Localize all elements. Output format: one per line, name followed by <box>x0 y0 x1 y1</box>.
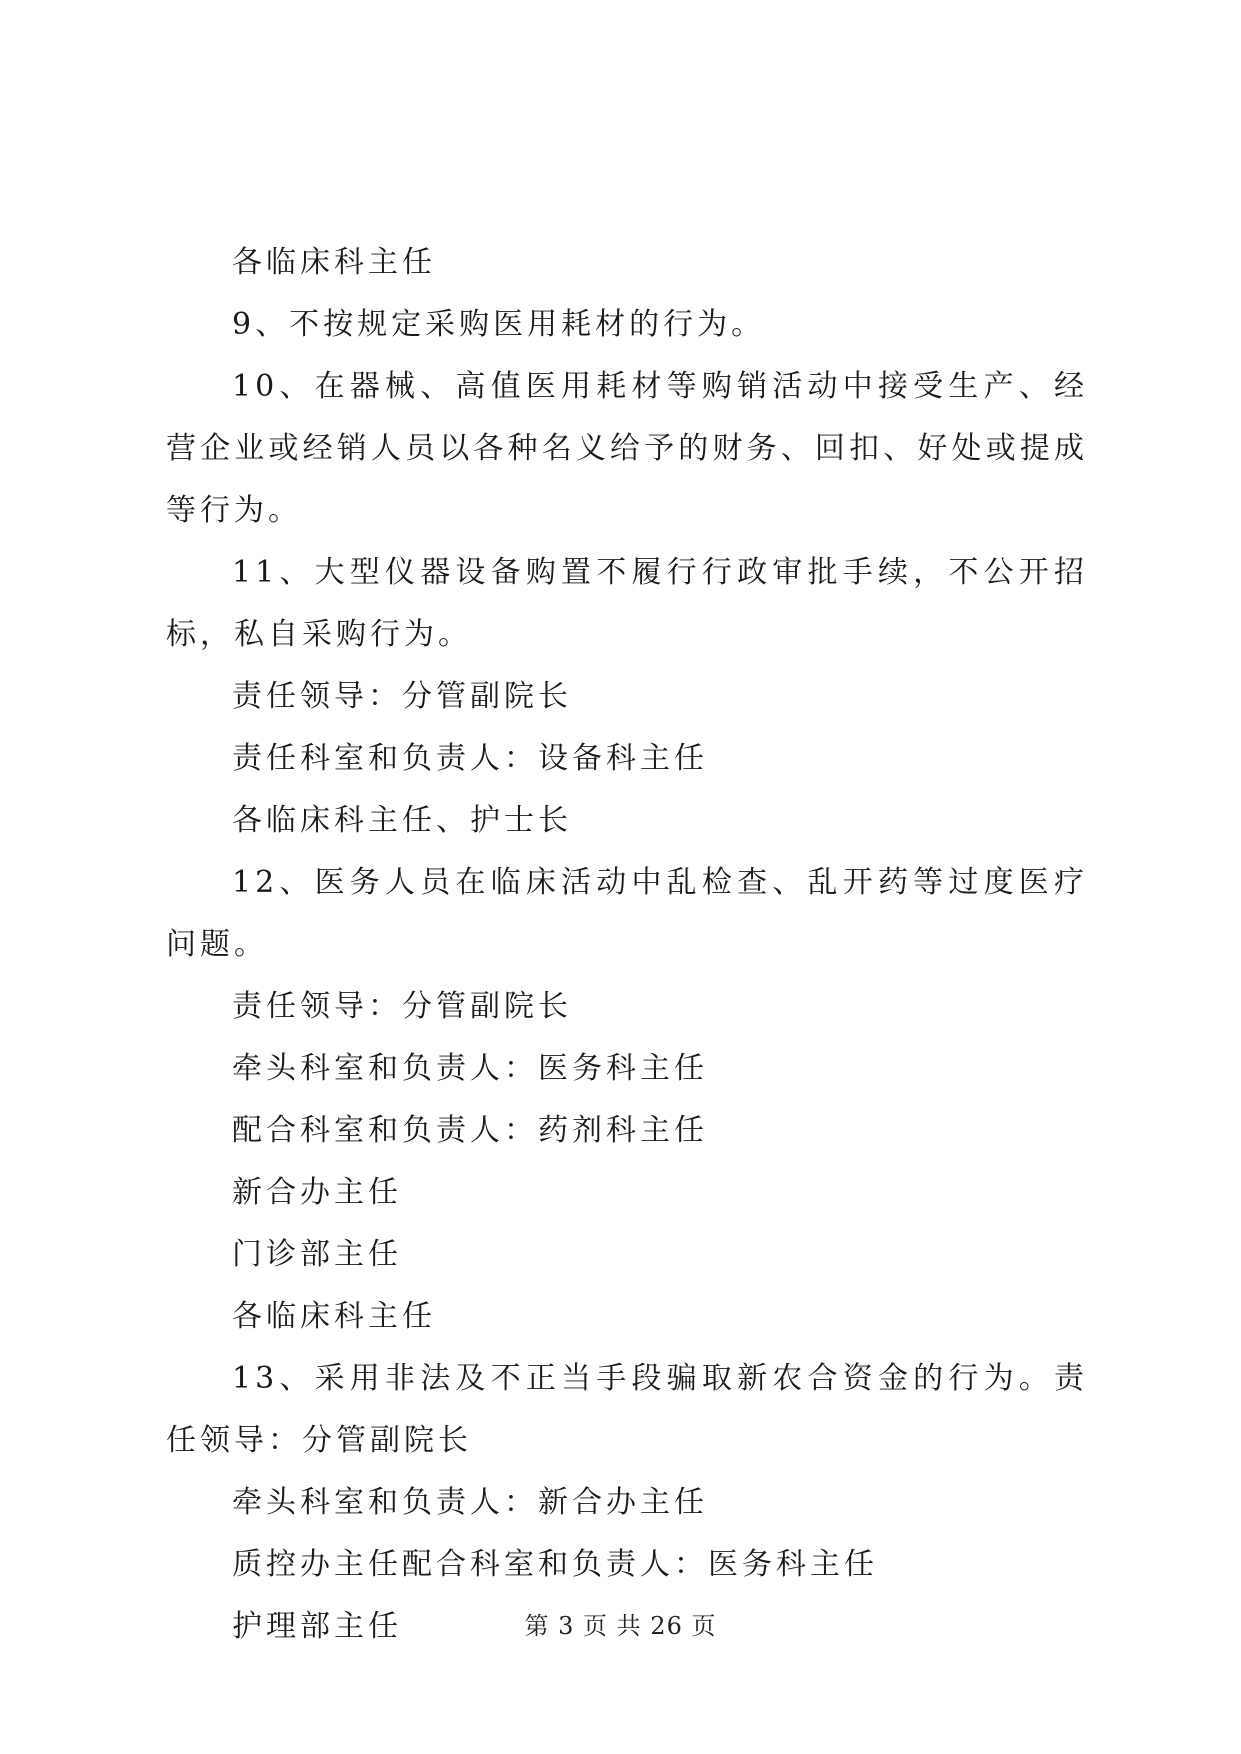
paragraph-11: 配合科室和负责人：药剂科主任 <box>232 1113 708 1148</box>
paragraph-14: 各临床科主任 <box>232 1299 436 1334</box>
page-number-footer: 第 3 页 共 26 页 <box>524 1612 717 1640</box>
paragraph-6: 责任科室和负责人：设备科主任 <box>232 741 708 776</box>
paragraph-7: 各临床科主任、护士长 <box>232 803 572 838</box>
paragraph-18: 护理部主任 <box>232 1609 402 1644</box>
paragraph-1: 各临床科主任 <box>232 245 436 280</box>
paragraph-15: 13、采用非法及不正当手段骗取新农合资金的行为。责任领导：分管副院长 <box>166 1361 1088 1458</box>
paragraph-5: 责任领导：分管副院长 <box>232 679 572 714</box>
paragraph-13: 门诊部主任 <box>232 1237 402 1272</box>
paragraph-2: 9、不按规定采购医用耗材的行为。 <box>232 307 766 342</box>
paragraph-9: 责任领导：分管副院长 <box>232 989 572 1024</box>
paragraph-8: 12、医务人员在临床活动中乱检查、乱开药等过度医疗问题。 <box>166 865 1088 962</box>
paragraph-3: 10、在器械、高值医用耗材等购销活动中接受生产、经营企业或经销人员以各种名义给予的财务、回扣、好处或提成等行为。 <box>166 369 1088 528</box>
document-body <box>166 232 1088 1658</box>
paragraph-17: 质控办主任配合科室和负责人：医务科主任 <box>232 1547 878 1582</box>
paragraph-10: 牵头科室和负责人：医务科主任 <box>232 1051 708 1086</box>
paragraph-12: 新合办主任 <box>232 1175 402 1210</box>
paragraph-4: 11、大型仪器设备购置不履行行政审批手续，不公开招标，私自采购行为。 <box>166 555 1088 652</box>
paragraph-16: 牵头科室和负责人：新合办主任 <box>232 1485 708 1520</box>
